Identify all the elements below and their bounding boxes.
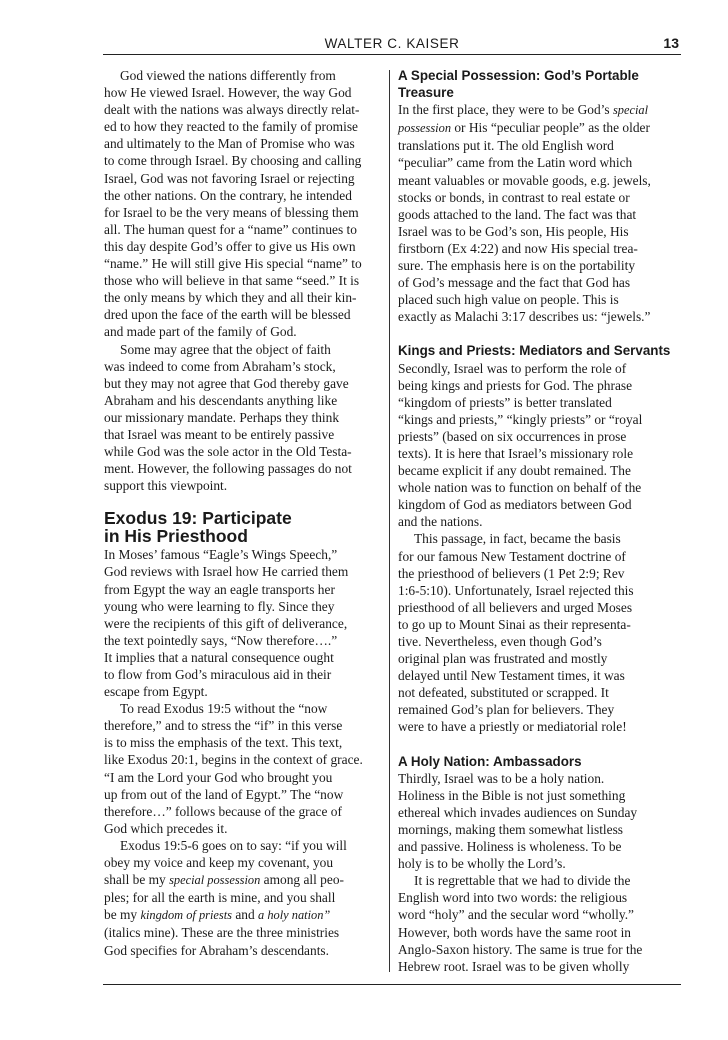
text-line: that Israel was meant to be entirely passive	[104, 426, 335, 442]
text-line: mornings, making them somewhat listless	[398, 821, 624, 837]
text-line: our missionary mandate. Perhaps they think	[104, 409, 340, 425]
column-divider	[389, 70, 390, 972]
text-line: Secondly, Israel was to perform the role of	[398, 360, 627, 376]
left-column	[104, 67, 382, 959]
footer-rule	[103, 984, 681, 985]
section-heading-holy-nation: A Holy Nation: Ambassadors	[398, 753, 582, 769]
text-line: priesthood of all believers and urged Moses	[398, 599, 633, 615]
text-line: word “holy” and the secular word “wholly.”	[398, 907, 634, 923]
text-line: God reviews with Israel how He carried them	[104, 564, 349, 580]
text-line: “name.” He will still give His special “name” to	[104, 256, 362, 272]
heading-line: Exodus 19: Participate	[104, 508, 292, 529]
text-line: sure. The emphasis here is on the portability	[398, 258, 636, 274]
text-line: ed to how they reacted to the family of promise	[104, 119, 358, 135]
text-line: but they may not agree that God thereby gave	[104, 375, 349, 391]
text-line: the other nations. On the contrary, he intended	[104, 187, 352, 203]
text-line	[104, 906, 382, 924]
text-line: dred upon the face of the earth will be blessed	[104, 307, 351, 323]
text-line: priests” (based on six occurrences in prose	[398, 428, 627, 444]
text-line: firstborn (Ex 4:22) and now His special trea-	[398, 240, 638, 256]
text-line: It implies that a natural consequence ought	[104, 649, 334, 665]
text-run: In the first place, they were to be God’s	[398, 102, 613, 118]
text-line: stocks or bonds, in contrast to real estate or	[398, 189, 630, 205]
section-heading-special-possession: A Special Possession: God’s Portable Treasure	[398, 68, 639, 101]
text-line: placed such high value on people. This is	[398, 292, 619, 308]
text-line: remained God’s plan for believers. They	[398, 702, 615, 718]
text-line: 1:6-5:10). Unfortunately, Israel rejected this	[398, 582, 634, 598]
text-line: this day despite God’s offer to give us His own	[104, 238, 356, 254]
italic-possession: possession	[398, 121, 452, 136]
text-line: young who were learning to fly. Since they	[104, 598, 335, 614]
text-line: dealt with the nations was always directly relat-	[104, 102, 360, 118]
text-line: and passive. Holiness is wholeness. To be	[398, 839, 622, 855]
text-line: to flow from God’s miraculous aid in their	[104, 667, 332, 682]
heading-line: in His Priesthood	[104, 526, 248, 547]
text-line: all. The human quest for a “name” continues to	[104, 221, 357, 237]
text-line: However, both words have the same root in	[398, 924, 631, 940]
paragraph-eagles-wings	[104, 546, 382, 649]
running-header	[103, 32, 681, 55]
section-heading-exodus-19	[104, 509, 382, 545]
text-line: to go up to Mount Sinai as their representa-	[398, 616, 631, 632]
text-line: God specifies for Abraham’s descendants.	[104, 942, 329, 958]
paragraph-exodus-19-5-6	[104, 837, 382, 959]
text-line: Holiness in the Bible is not just something	[398, 787, 626, 803]
paragraph-nations	[104, 67, 382, 341]
text-line: is to miss the emphasis of the text. This text,	[104, 735, 343, 751]
text-run: shall be my	[104, 872, 170, 888]
text-line: ment. However, the following passages do not	[104, 461, 352, 477]
page-number: 13	[663, 35, 679, 51]
text-line: “kings and priests,” “kingly priests” or “royal	[398, 411, 643, 427]
text-line: up from out of the land of Egypt.” The “now	[104, 786, 344, 802]
section-heading-kings-and-priests: Kings and Priests: Mediators and Servants	[398, 343, 671, 359]
text-line: therefore,” and to stress the “if” in this verse	[104, 718, 343, 734]
paragraph-kings-and-priests	[398, 360, 678, 531]
text-line: delayed until New Testament times, it was	[398, 668, 625, 684]
text-line: for Israel to be the very means of blessing them	[104, 204, 359, 220]
text-line	[398, 101, 678, 119]
text-run: and	[232, 907, 259, 923]
text-line: those who will believe in that same “seed.” It is	[104, 273, 360, 289]
italic-holy-nation: a holy nation”	[258, 908, 331, 923]
text-line	[398, 119, 678, 137]
paragraph-natural-consequence	[104, 649, 382, 700]
text-line: Some may agree that the object of faith	[120, 341, 331, 357]
text-line: texts). It is here that Israel’s missionary role	[398, 445, 634, 461]
text-line: To read Exodus 19:5 without the “now	[120, 701, 328, 717]
text-line: the only means by which they and all their kin-	[104, 290, 357, 306]
paragraph-holy-nation	[398, 770, 678, 873]
text-line: obey my voice and keep my covenant, you	[104, 855, 334, 871]
text-line: kingdom of God as mediators between God	[398, 497, 632, 513]
italic-kingdom-of-priests: kingdom of priests	[140, 908, 233, 923]
paragraph-priesthood-of-believers	[398, 530, 678, 735]
text-line: being kings and priests for God. The phrase	[398, 377, 633, 393]
text-line: English word into two words: the religious	[398, 890, 628, 906]
text-line: “kingdom of priests” is better translated	[398, 394, 612, 410]
text-line: how He viewed Israel. However, the way God	[104, 85, 352, 101]
text-line: not defeated, substituted or scrapped. It	[398, 685, 609, 701]
text-line: God viewed the nations differently from	[120, 68, 336, 83]
italic-special: special	[612, 103, 649, 118]
text-line: whole nation was to function on behalf of the	[398, 480, 642, 496]
text-line: were to have a priestly or mediatorial role!	[398, 719, 627, 735]
text-line: Thirdly, Israel was to be a holy nation.	[398, 770, 605, 786]
text-line: while God was the sole actor in the Old Testa-	[104, 444, 352, 460]
text-line: ples; for all the earth is mine, and you shall	[104, 890, 336, 906]
text-line: Hebrew root. Israel was to be given wholly	[398, 958, 630, 974]
text-line: like Exodus 20:1, begins in the context of grace.	[104, 752, 363, 768]
text-line: ethereal which invades audiences on Sunday	[398, 804, 638, 820]
paragraph-special-possession	[398, 101, 678, 325]
text-line: “I am the Lord your God who brought you	[104, 769, 333, 785]
text-run: among all peo-	[260, 872, 344, 888]
text-line: goods attached to the land. The fact was that	[398, 206, 637, 222]
text-line: “peculiar” came from the Latin word which	[398, 155, 633, 171]
text-line: Israel, God was not favoring Israel or rejecting	[104, 170, 355, 186]
paragraph-object-of-faith	[104, 341, 382, 495]
text-line: the priesthood of believers (1 Pet 2:9; Rev	[398, 565, 625, 581]
text-line: In Moses’ famous “Eagle’s Wings Speech,”	[104, 547, 338, 563]
text-line: translations put it. The old English word	[398, 138, 614, 154]
text-line: escape from Egypt.	[104, 684, 208, 700]
text-line	[104, 871, 382, 889]
paragraph-exodus-19-5	[104, 700, 382, 837]
text-line: and ultimately to the Man of Promise who was	[104, 136, 355, 152]
text-line: (italics mine). These are the three ministries	[104, 925, 340, 941]
text-line: was indeed to come from Abraham’s stock,	[104, 358, 336, 374]
text-line: Israel was to be God’s son, His people, His	[398, 223, 629, 239]
text-line: to come through Israel. By choosing and calling	[104, 153, 362, 169]
text-line: meant valuables or movable goods, e.g. jewels,	[398, 172, 651, 188]
text-line: holy is to be wholly the Lord’s.	[398, 856, 566, 872]
right-column	[398, 67, 678, 975]
text-line: God which precedes it.	[104, 820, 228, 836]
text-line: became explicit if any doubt remained. The	[398, 463, 631, 479]
text-run: or His “peculiar people” as the older	[451, 120, 650, 136]
text-line: and the nations.	[398, 514, 483, 530]
text-line: therefore…” follows because of the grace of	[104, 803, 342, 819]
text-line: Exodus 19:5-6 goes on to say: “if you will	[120, 837, 347, 853]
text-line: from Egypt the way an eagle transports her	[104, 581, 335, 597]
text-run: be my	[104, 907, 141, 923]
text-line: original plan was frustrated and mostly	[398, 651, 608, 667]
italic-special-possession: special possession	[169, 873, 261, 888]
text-line: the text pointedly says, “Now therefore….”	[104, 632, 338, 648]
text-line: of God’s message and the fact that God has	[398, 275, 631, 291]
text-line: Abraham and his descendants anything like	[104, 392, 338, 408]
text-line: Anglo-Saxon history. The same is true for the	[398, 941, 643, 957]
text-line: exactly as Malachi 3:17 describes us: “jewels.”	[398, 309, 651, 325]
text-line: This passage, in fact, became the basis	[414, 531, 621, 547]
text-line: tive. Nevertheless, even though God’s	[398, 634, 602, 649]
text-line: were the recipients of this gift of deliverance,	[104, 615, 348, 631]
text-line: for our famous New Testament doctrine of	[398, 548, 626, 564]
running-head-author: WALTER C. KAISER	[324, 36, 460, 51]
text-line: support this viewpoint.	[104, 478, 228, 494]
paragraph-holy-wholly	[398, 872, 678, 975]
text-line: and made part of the family of God.	[104, 324, 297, 340]
text-line: It is regrettable that we had to divide the	[414, 873, 631, 889]
